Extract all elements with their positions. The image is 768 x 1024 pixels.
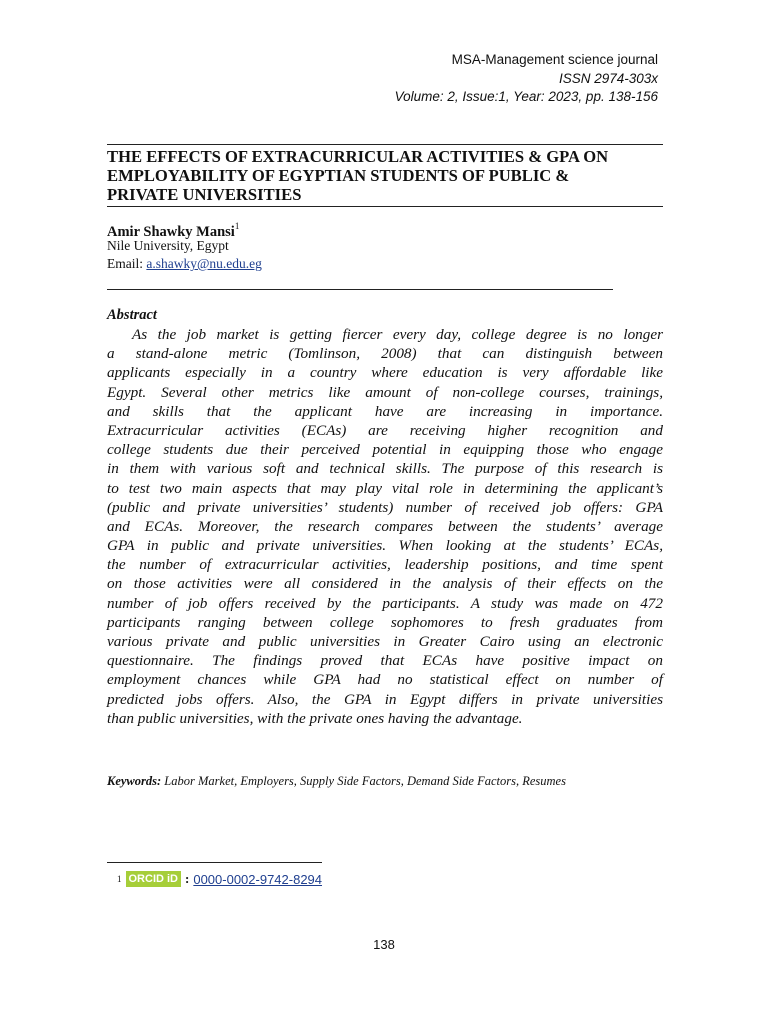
title-line: EMPLOYABILITY OF EGYPTIAN STUDENTS OF PUBLIC & (107, 166, 570, 185)
email-link[interactable]: a.shawky@nu.edu.eg (146, 256, 262, 271)
abstract-line: the number of extracurricular activities, leadership positions, and time spent (107, 556, 663, 574)
author-divider (107, 289, 613, 290)
orcid-link[interactable]: 0000-0002-9742-8294 (193, 871, 323, 887)
author-email-line (107, 256, 262, 272)
abstract-line: than public universities, with the private ones having the advantage. (107, 709, 523, 727)
paper-title (107, 147, 663, 204)
abstract-body (107, 325, 663, 728)
author-name: Amir Shawky Mansi (107, 224, 235, 240)
journal-issn: ISSN 2974-303x (558, 71, 658, 86)
abstract-line: predicted jobs offers. Also, the GPA in Egypt differs in private universities (107, 690, 663, 708)
abstract-line: applicants especially in a country where education is very affordable like (107, 364, 663, 382)
keywords-label: Keywords: (107, 774, 162, 788)
abstract-line: (public and private universities’ students) number of received job offers: GPA (107, 498, 663, 516)
abstract-line: GPA in public and private universities. When looking at the students’ ECAs, (107, 537, 663, 555)
page-number: 138 (373, 937, 395, 952)
email-label: Email: (107, 256, 147, 271)
keywords-text: Labor Market, Employers, Supply Side Factors, Demand Side Factors, Resumes (161, 774, 566, 788)
author-affiliation: Nile University, Egypt (107, 238, 229, 253)
orcid-footnote (117, 871, 322, 887)
abstract-line: in them with various soft and technical skills. The purpose of this research is (107, 460, 663, 478)
footnote-rule (107, 862, 322, 863)
footnote-mark: 1 (117, 874, 122, 884)
abstract-line: on those activities were all considered in the analysis of their effects on the (107, 575, 663, 593)
abstract-line: college students due their perceived potential in equipping those who engage (107, 441, 663, 459)
abstract-line: various private and public universities in Greater Cairo using an electronic (107, 633, 663, 650)
keywords (107, 774, 566, 789)
journal-name: MSA-Management science journal (451, 52, 658, 67)
author-footnote-mark: 1 (234, 221, 240, 231)
orcid-badge-icon: ORCID iD (126, 871, 182, 887)
title-top-rule (107, 144, 663, 145)
abstract-line: participants ranging between college sophomores to fresh graduates from (107, 613, 663, 631)
abstract-line: Extracurricular activities (ECAs) are receiving higher recognition and (107, 421, 663, 439)
abstract-heading: Abstract (107, 307, 157, 323)
abstract-line: questionnaire. The findings proved that ECAs have positive impact on (107, 652, 663, 670)
title-line: THE EFFECTS OF EXTRACURRICULAR ACTIVITIES & GPA ON (107, 147, 609, 166)
abstract-line: Egypt. Several other metrics like amount of non-college courses, trainings, (107, 383, 663, 401)
abstract-line: As the job market is getting fiercer every day, college degree is no longer (132, 326, 663, 343)
orcid-colon: : (185, 871, 190, 886)
abstract-line: and skills that the applicant have are increasing in importance. (107, 402, 663, 420)
abstract-line: employment chances while GPA had no statistical effect on number of (107, 671, 663, 689)
title-bottom-rule (107, 206, 663, 207)
abstract-line: to test two main aspects that may play vital role in determining the applicant’s (107, 479, 663, 497)
title-line: PRIVATE UNIVERSITIES (107, 185, 302, 204)
abstract-line: and ECAs. Moreover, the research compares between the students’ average (107, 517, 663, 535)
abstract-line: a stand-alone metric (Tomlinson, 2008) that can distinguish between (107, 345, 663, 363)
abstract-line: number of job offers received by the participants. A study was made on 472 (107, 594, 663, 612)
journal-volume: Volume: 2, Issue:1, Year: 2023, pp. 138-156 (394, 89, 658, 104)
